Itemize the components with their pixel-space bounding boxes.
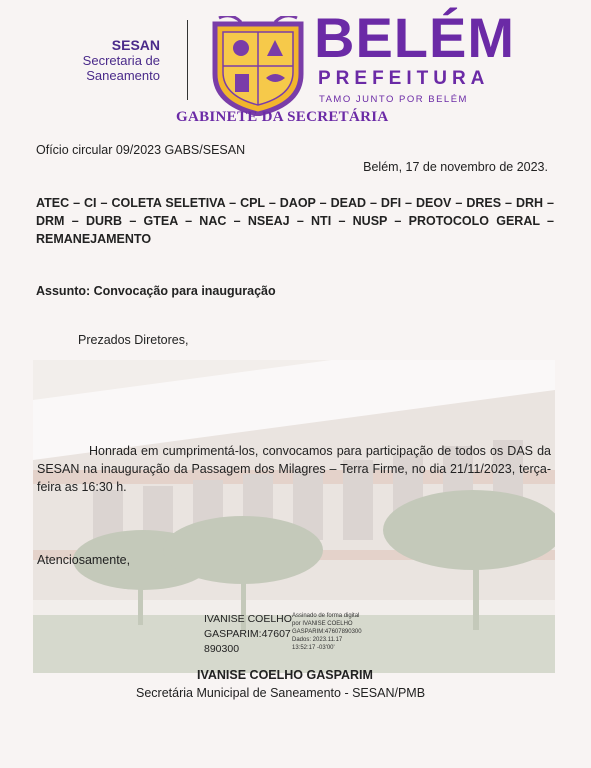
- org-short: SESAN: [111, 37, 160, 53]
- signatory-role: Secretária Municipal de Saneamento - SESAN/PMB: [136, 686, 426, 700]
- letter-date: Belém, 17 de novembro de 2023.: [363, 160, 548, 174]
- header-divider: [187, 20, 188, 100]
- signatory-name: IVANISE COELHO GASPARIM: [197, 668, 373, 682]
- city-name: BELÉM: [314, 6, 515, 69]
- office-title: GABINETE DA SECRETÁRIA: [176, 109, 389, 125]
- org-line-2: Secretaria de: [82, 53, 160, 68]
- letter-greeting: Prezados Diretores,: [78, 333, 189, 347]
- letter-closing: Atenciosamente,: [37, 553, 131, 567]
- digital-signature-details: Assinado de forma digital por IVANISE COELHO GASPARIM:47607890300 Dados: 2023.11.17 13:52:17 -03'00': [292, 613, 362, 651]
- prefeitura-label: PREFEITURA: [318, 68, 490, 89]
- letter-reference: Ofício circular 09/2023 GABS/SESAN: [36, 143, 246, 157]
- slogan: TAMO JUNTO POR BELÉM: [319, 94, 468, 105]
- letter-recipients: ATEC – CI – COLETA SELETIVA – CPL – DAOP – DEAD – DFI – DEOV – DRES – DRH – DRM – DURB – GTEA – NAC – NSEAJ – NTI – NUSP – PROTOCOLO GERAL – REMANEJAMENTO: [36, 196, 554, 246]
- sesan-label: [60, 38, 160, 83]
- digital-signature-name: IVANISE COELHO GASPARIM:47607 890300: [204, 613, 292, 655]
- org-line-3: Saneamento: [86, 68, 160, 83]
- letter-subject: Assunto: Convocação para inauguração: [36, 284, 276, 298]
- belem-coat-of-arms-icon: [211, 16, 305, 116]
- letter-body: Honrada em cumprimentá-los, convocamos para participação de todos os DAS da SESAN na inauguração da Passagem dos Milagres – Terra Firme, no dia 21/11/2023, terça-feira as 16:30 h.: [37, 444, 551, 494]
